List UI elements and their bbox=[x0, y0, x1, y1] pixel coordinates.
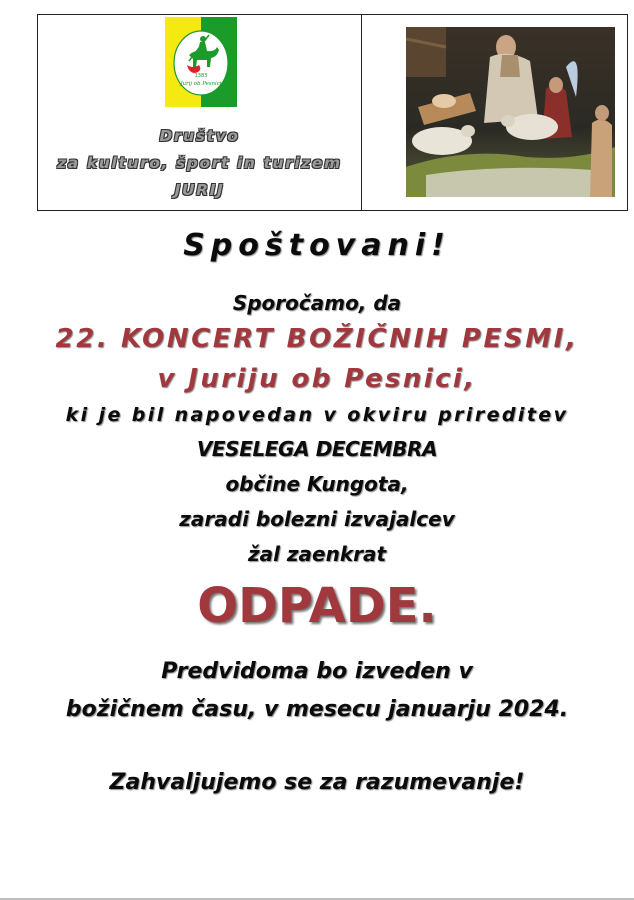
event-context: ki je bil napovedan v okviru prireditev bbox=[65, 404, 569, 426]
nativity-scene-image bbox=[406, 27, 615, 197]
announcement-intro: Sporočamo, da bbox=[232, 291, 402, 315]
salutation: Spoštovani! bbox=[183, 228, 451, 263]
logo-text: Jurij ob Pesnici bbox=[180, 81, 222, 87]
event-series: VESELEGA DECEMBRA bbox=[196, 437, 438, 461]
society-logo bbox=[165, 17, 237, 107]
reschedule-line-2: božičnem času, v mesecu januarju 2024. bbox=[65, 697, 569, 722]
society-line-1: Društvo bbox=[159, 127, 240, 145]
header-right-cell bbox=[362, 15, 627, 210]
header-left-cell bbox=[38, 15, 362, 210]
society-line-2: za kulturo, šport in turizem bbox=[57, 154, 342, 172]
society-name bbox=[38, 123, 361, 204]
cancelled-notice: ODPADE. bbox=[197, 578, 437, 634]
logo-year: 1383 bbox=[194, 73, 208, 79]
st-george-dragon-logo-icon bbox=[165, 17, 237, 107]
header-table bbox=[37, 14, 628, 211]
cancellation-prefix: žal zaenkrat bbox=[247, 542, 387, 566]
cancellation-reason: zaradi bolezni izvajalcev bbox=[179, 507, 455, 531]
municipality: občine Kungota, bbox=[225, 472, 409, 496]
concert-title: 22. KONCERT BOŽIČNIH PESMI, bbox=[55, 324, 579, 354]
concert-location: v Juriju ob Pesnici, bbox=[157, 364, 477, 394]
society-line-3: JURIJ bbox=[174, 181, 225, 199]
thanks-message: Zahvaljujemo se za razumevanje! bbox=[109, 770, 525, 795]
reschedule-line-1: Predvidoma bo izveden v bbox=[161, 659, 473, 684]
